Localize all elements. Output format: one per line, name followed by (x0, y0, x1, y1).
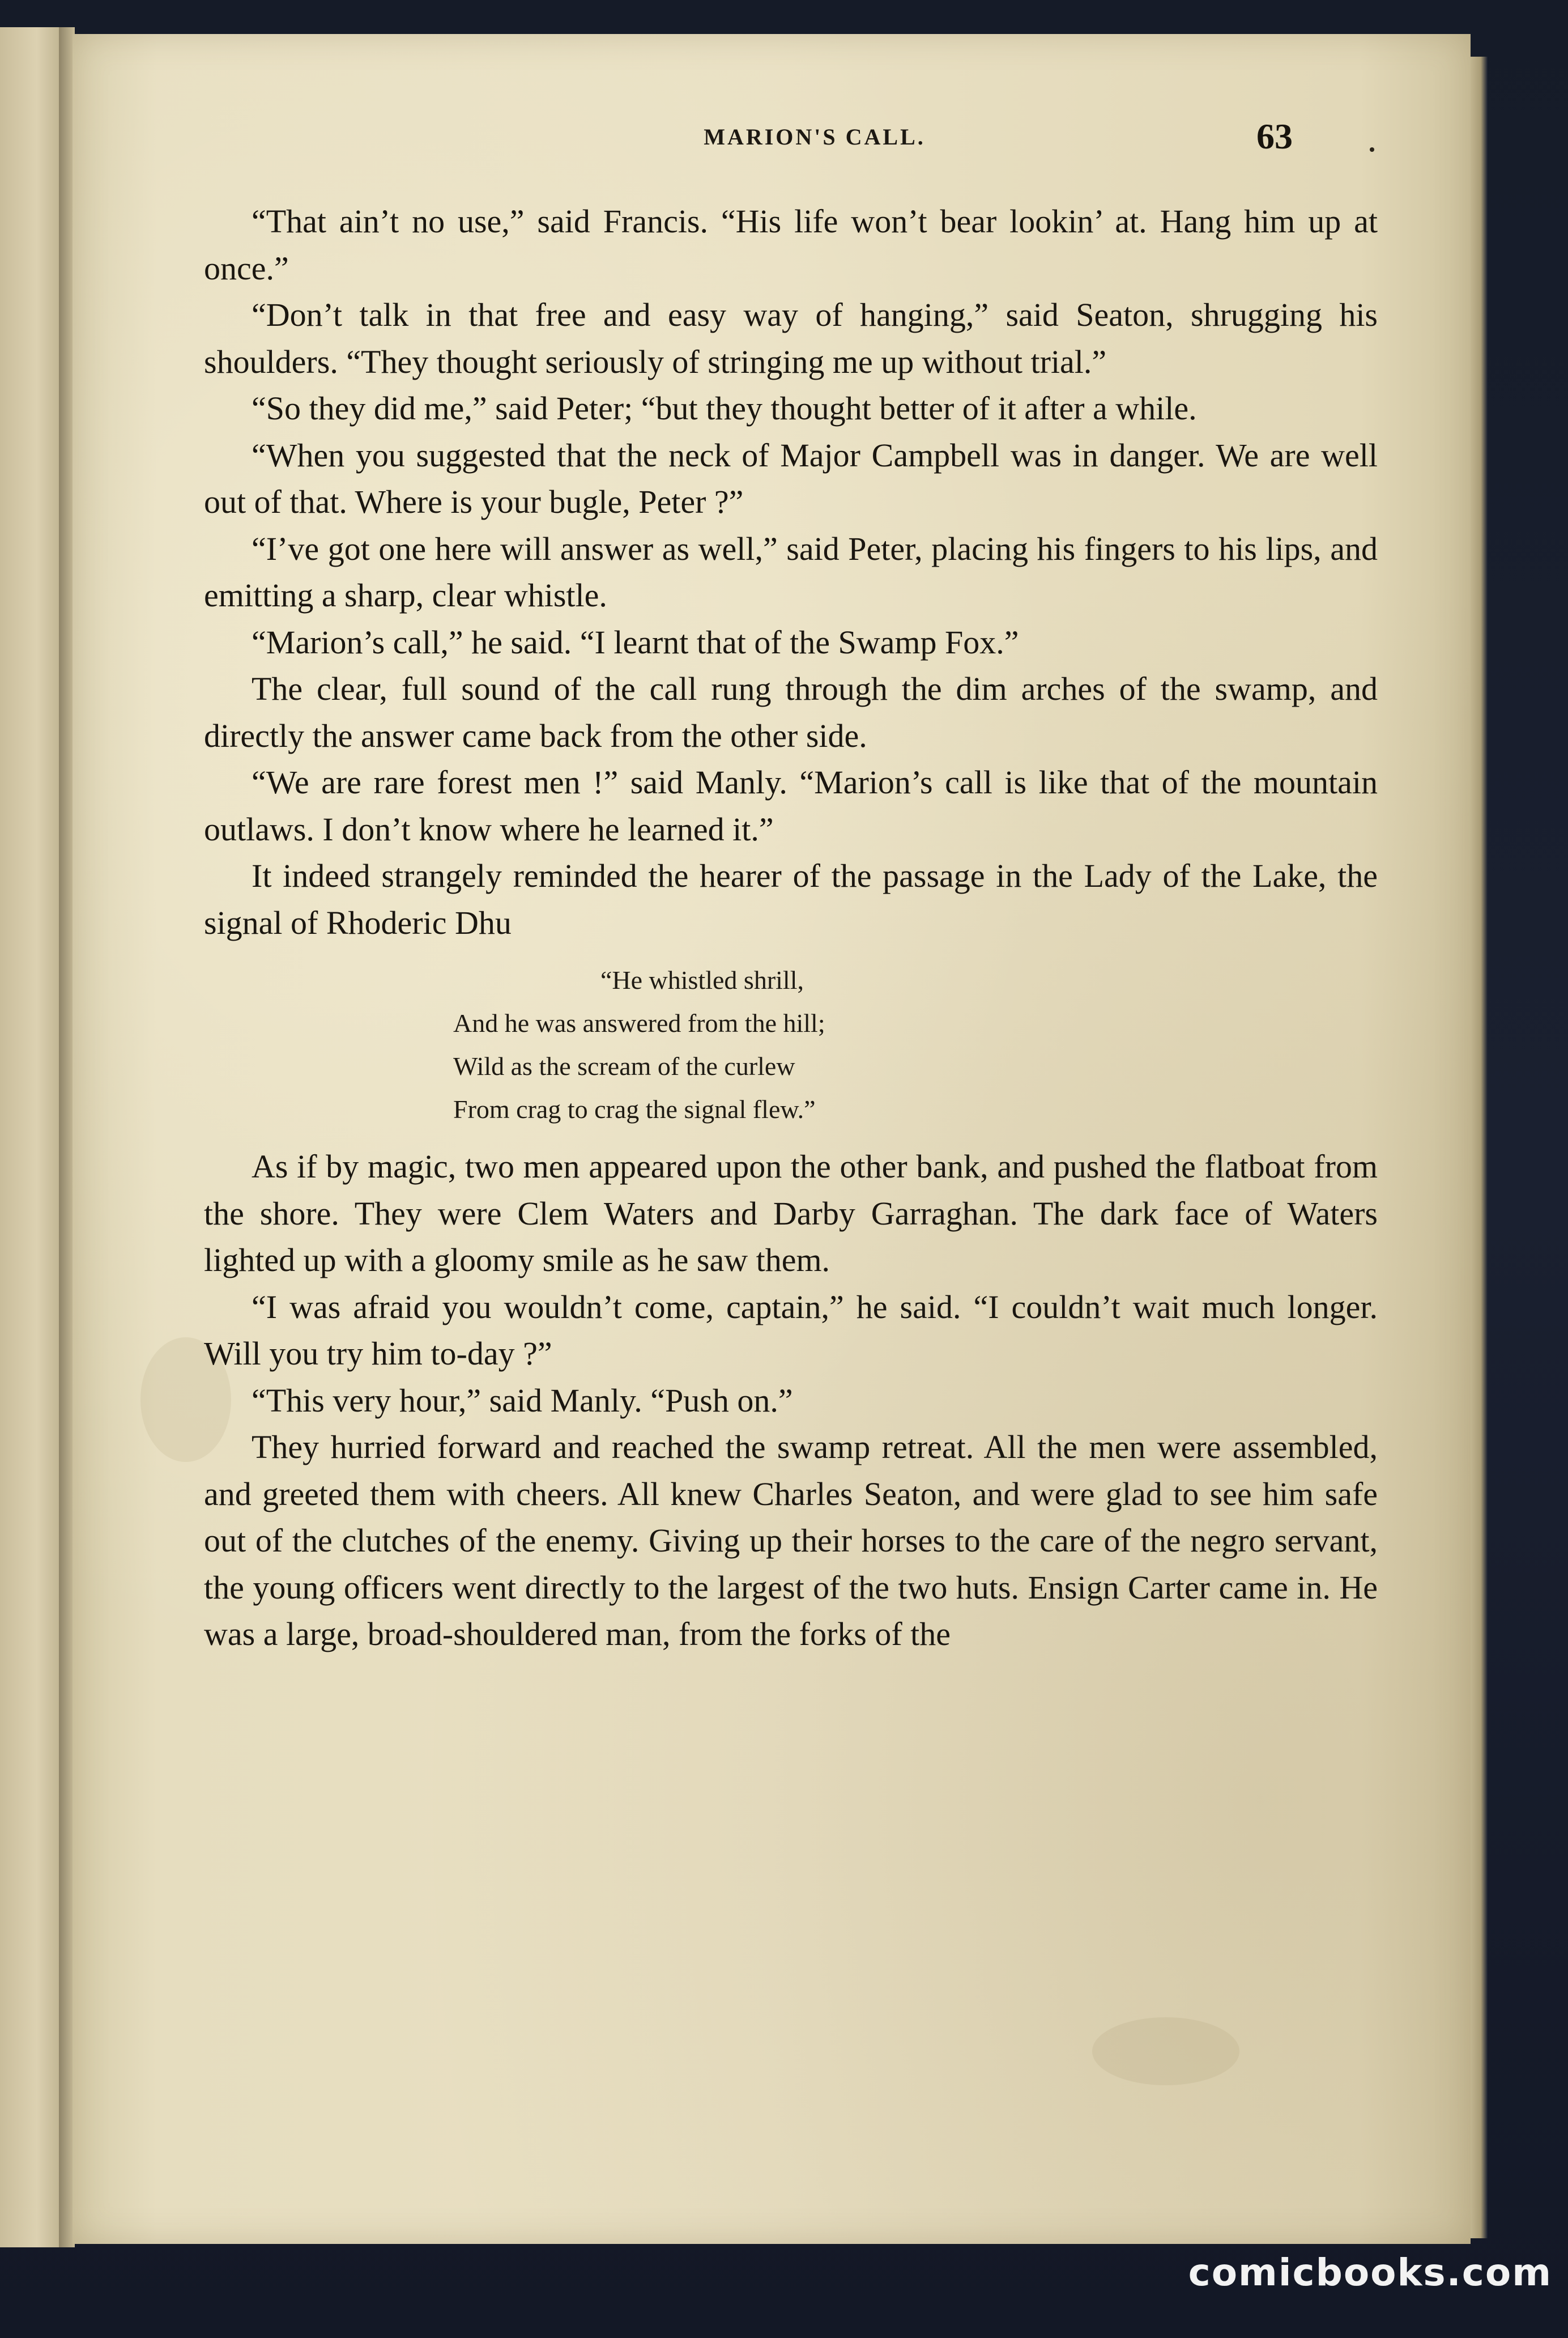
body-text (204, 198, 1378, 1658)
paragraph: The clear, full sound of the call rung through the dim arches of the swamp, and directly the answer came back from the other side. (204, 670, 1378, 754)
paragraph: “Marion’s call,” he said. “I learnt that of the Swamp Fox.” (252, 623, 1019, 661)
verse-line: “He whistled shrill, (600, 966, 804, 994)
verse-quotation (204, 959, 1378, 1131)
paragraph: “When you suggested that the neck of Major Campbell was in danger. We are well out of that. Where is your bugle, Peter ?” (204, 436, 1378, 520)
paragraph: “Don’t talk in that free and easy way of hanging,” said Seaton, shrugging his shoulders. “They thought seriously of stringing me up without trial.” (204, 296, 1378, 380)
paragraph: “I’ve got one here will answer as well,” said Peter, placing his fingers to his lips, and emitting a sharp, clear whistle. (204, 530, 1378, 614)
verse-line: From crag to crag the signal flew.” (453, 1095, 816, 1124)
facing-page-edge (0, 27, 67, 2247)
page-stack-edge (1471, 57, 1488, 2238)
running-title: MARION'S CALL. (704, 124, 926, 150)
paragraph: As if by magic, two men appeared upon the other bank, and pushed the flatboat from the shore. They were Clem Waters and Darby Garraghan. The dark face of Waters lighted up with a gloomy smile as he saw them. (204, 1148, 1378, 1278)
paper-stain (1092, 2017, 1239, 2085)
page-number: 63 (1256, 116, 1293, 156)
paragraph: “This very hour,” said Manly. “Push on.” (252, 1381, 793, 1419)
paragraph: “So they did me,” said Peter; “but they thought better of it after a while. (252, 390, 1197, 427)
paragraph: “I was afraid you wouldn’t come, captain,” he said. “I couldn’t wait much longer. Will you try him to-day ?” (204, 1288, 1378, 1372)
watermark: comicbooks.com (1188, 2251, 1552, 2294)
paragraph: They hurried forward and reached the swamp retreat. All the men were assembled, and greeted them with cheers. All knew Charles Seaton, and were glad to see him safe out of the clutches of the enemy. Giving up their horses to the care of the negro servant, the young officers went directly to the largest of the two huts. Ensign Carter came in. He was a large, broad-shouldered man, from the forks of the (204, 1429, 1378, 1652)
paragraph: It indeed strangely reminded the hearer of the passage in the Lady of the Lake, the signal of Rhoderic Dhu (204, 857, 1378, 941)
ink-speck (1370, 147, 1374, 152)
verse-line: And he was answered from the hill; (453, 1009, 825, 1038)
paragraph: “We are rare forest men !” said Manly. “Marion’s call is like that of the mountain outlaws. I don’t know where he learned it.” (204, 764, 1378, 848)
page-header (73, 91, 1471, 156)
verse-line: Wild as the scream of the curlew (453, 1052, 795, 1081)
paragraph: “That ain’t no use,” said Francis. “His life won’t bear lookin’ at. Hang him up at once.” (204, 203, 1378, 287)
book-page (73, 34, 1471, 2244)
